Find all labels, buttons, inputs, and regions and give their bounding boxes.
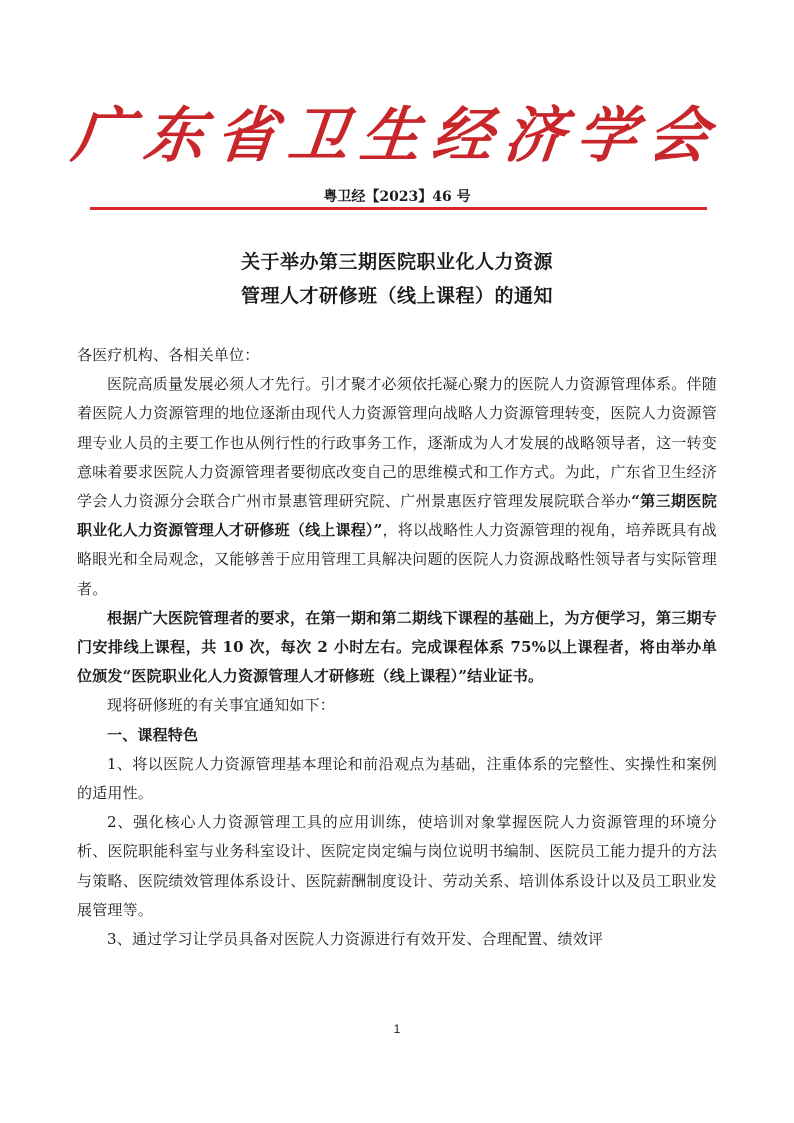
salutation: 各医疗机构、各相关单位： xyxy=(77,346,260,364)
list-item: 2、强化核心人力资源管理工具的应用训练，使培训对象掌握医院人力资源管理的环境分析、医院职能科室与业务科室设计、医院定岗定编与岗位说明书编制、医院员工能力提升的方法与策略、医院绩效管理体系设计、医院薪酬制度设计、劳动关系、培训体系设计以及员工职业发展管理等。 xyxy=(77,813,717,919)
letterhead-divider xyxy=(90,207,707,210)
list-item: 3、通过学习让学员具备对医院人力资源进行有效开发、合理配置、绩效评 xyxy=(107,930,604,949)
document-title-line-1: 关于举办第三期医院职业化人力资源 xyxy=(240,251,553,273)
paragraph-background xyxy=(77,370,717,604)
paragraph-background-text-b: ，将以战略性人力资源管理的视角，培养既具有战略眼光和全局观念，又能够善于应用管理工具解决问题的医院人力资源战略性领导者与实际管理者。 xyxy=(77,521,717,598)
section-heading-course-features: 一、课程特色 xyxy=(107,725,199,744)
paragraph-background-text-a: 医院高质量发展必须人才先行。引才聚才必须依托凝心聚力的医院人力资源管理体系。伴随着医院人力资源管理的地位逐渐由现代人力资源管理向战略人力资源管理转变，医院人力资源管理专业人员的主要工作也从例行性的行政事务工作，逐渐成为人才发展的战略领导者，这一转变意味着要求医院人力资源管理者要彻底改变自己的思维模式和工作方式。为此，广东省卫生经济学会人力资源分会联合广州市景惠管理研究院、广州景惠医疗管理发展院联合举办 xyxy=(77,375,717,511)
page-number: 1 xyxy=(393,1022,401,1036)
document-title-line-2: 管理人才研修班（线上课程）的通知 xyxy=(240,285,553,307)
letterhead-org-name: 广东省卫生经济学会 xyxy=(68,101,725,171)
list-item: 1、将以医院人力资源管理基本理论和前沿观点为基础，注重体系的完整性、实操性和案例的适用性。 xyxy=(77,754,717,803)
course-name-bold: “第三期医院职业化人力资源管理人才研修班（线上课程）” xyxy=(77,492,717,540)
document-body xyxy=(77,341,717,954)
paragraph-notice-intro: 现将研修班的有关事宜通知如下： xyxy=(107,696,336,715)
paragraph-course-arrangement: 根据广大医院管理者的要求，在第一期和第二期线下课程的基础上，为方便学习，第三期专门安排线上课程，共 10 次，每次 2 小时左右。完成课程体系 75%以上课程者，将由举办单位颁发“医院职业化人力资源管理人才研修班（线上课程）”结业证书。 xyxy=(77,608,717,686)
document-number: 粤卫经【2023】46 号 xyxy=(323,189,471,205)
